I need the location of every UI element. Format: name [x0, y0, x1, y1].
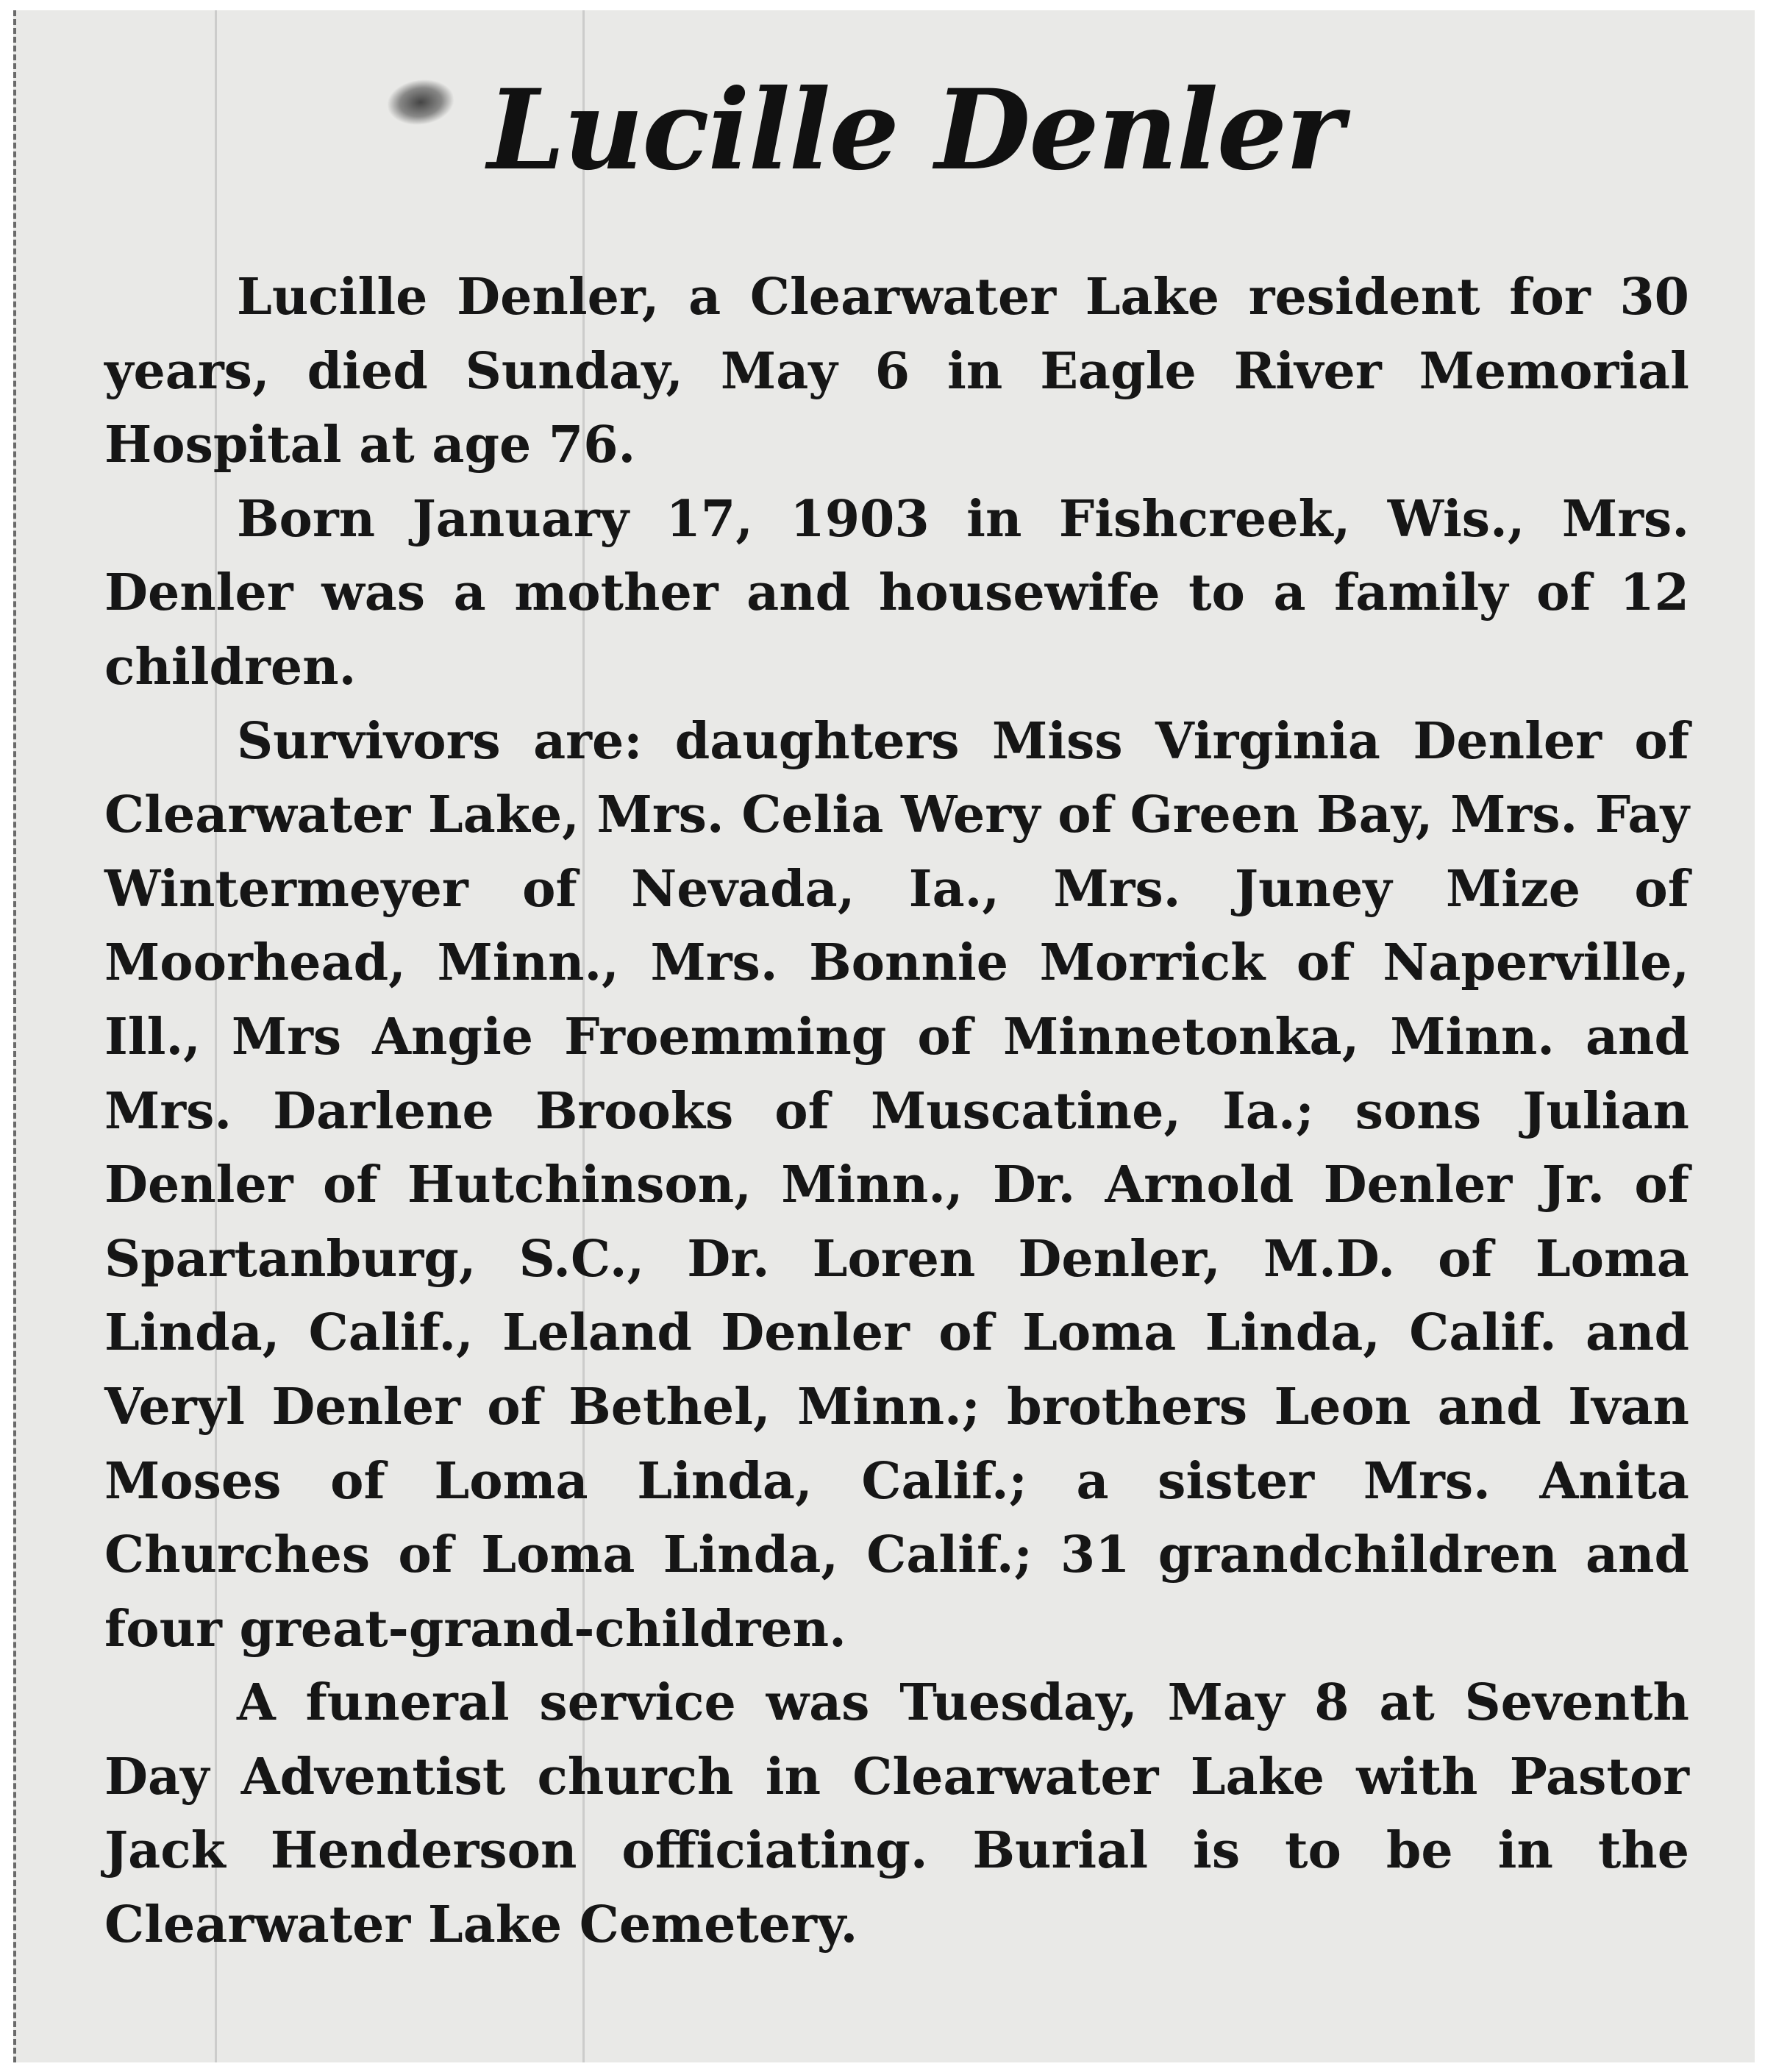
paragraph-birth: Born January 17, 1903 in Fishcreek, Wis., Mrs. Denler was a mother and housewife to a family of 12 children. [104, 489, 1689, 697]
paragraph-funeral: A funeral service was Tuesday, May 8 at Seventh Day Adventist church in Clearwater Lake with Pastor Jack Henderson officiating. Burial is to be in the Clearwater Lake Cemetery. [104, 1673, 1689, 1955]
headline: Lucille Denler [487, 65, 1343, 195]
paragraph-death-notice: Lucille Denler, a Clearwater Lake resident for 30 years, died Sunday, May 6 in Eagle River Memorial Hospital at age 76. [104, 268, 1689, 475]
article-body [104, 260, 1689, 1962]
paragraph-survivors: Survivors are: daughters Miss Virginia Denler of Clearwater Lake, Mrs. Celia Wery of Green Bay, Mrs. Fay Wintermeyer of Nevada, Ia., Mrs. Juney Mize of Moorhead, Minn., Mrs. Bonnie Morrick of Naperville, Ill., Mrs Angie Froemming of Minnetonka, Minn. and Mrs. Darlene Brooks of Muscatine, Ia.; sons Julian Denler of Hutchinson, Minn., Dr. Arnold Denler Jr. of Spartanburg, S.C., Dr. Loren Denler, M.D. of Loma Linda, Calif., Leland Denler of Loma Linda, Calif. and Veryl Denler of Bethel, Minn.; brothers Leon and Ivan Moses of Loma Linda, Calif.; a sister Mrs. Anita Churches of Loma Linda, Calif.; 31 grandchildren and four great-grand-children. [104, 711, 1689, 1659]
newspaper-clipping [13, 10, 1755, 2062]
